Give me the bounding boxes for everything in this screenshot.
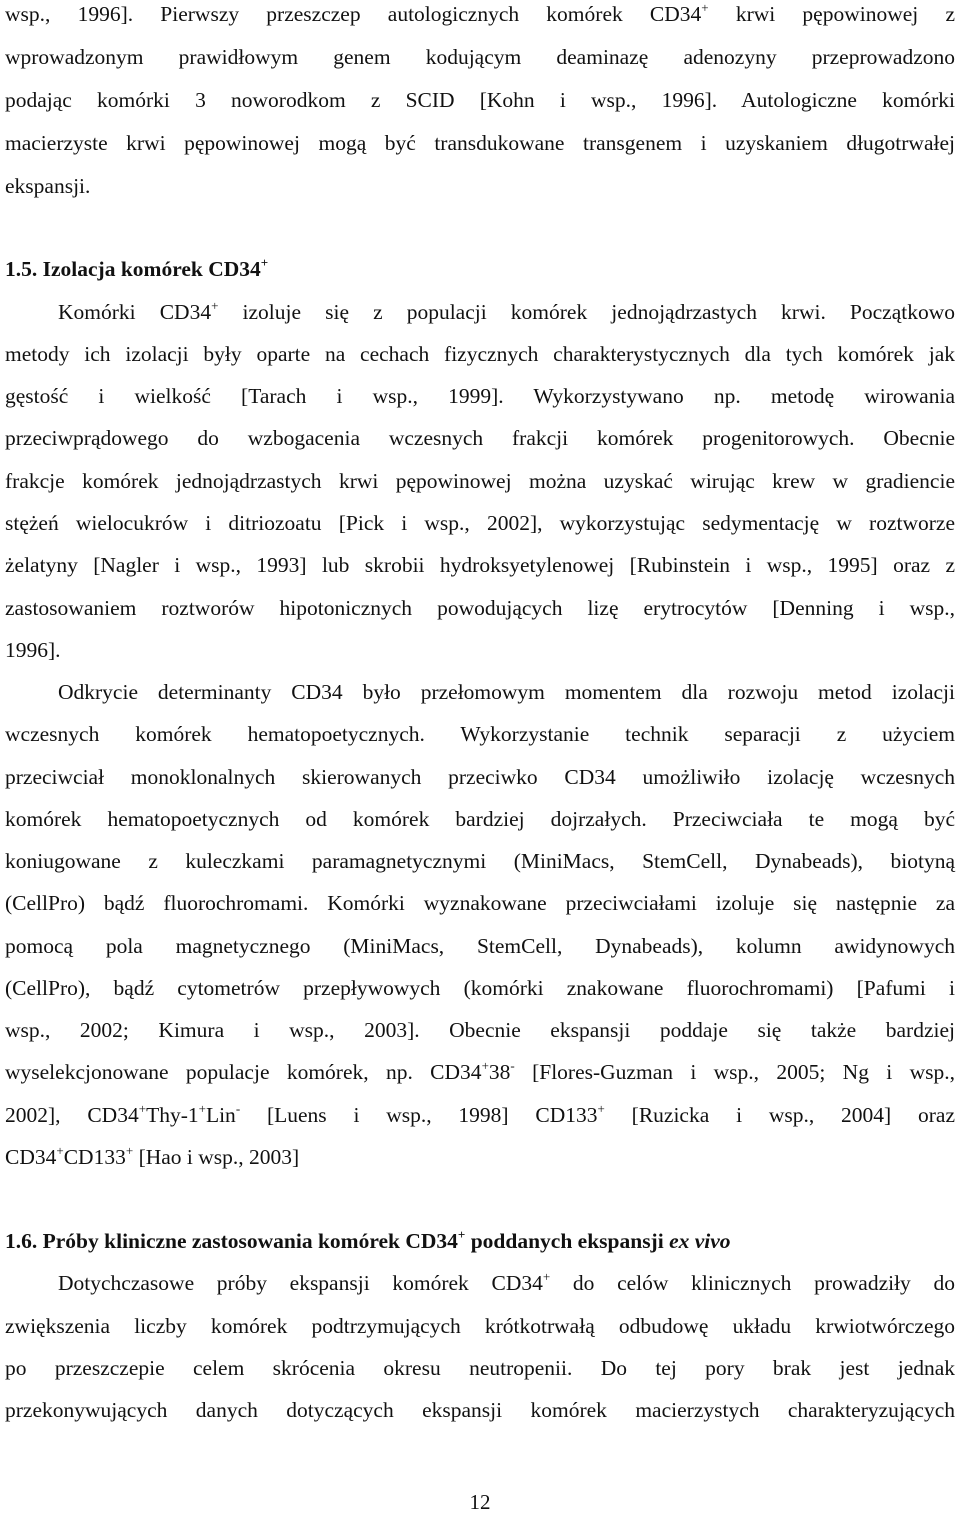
- text-line: wyselekcjonowane populacje komórek, np. CD34+38- [Flores-Guzman i wsp., 2005; Ng i wsp.,: [5, 1058, 956, 1084]
- text-line: CD34+CD133+ [Hao i wsp., 2003]: [5, 1143, 300, 1169]
- text-line: żelatyny [Nagler i wsp., 1993] lub skrobii hydroksyetylenowej [Rubinstein i wsp., 1995] oraz z: [5, 553, 955, 577]
- section-heading: 1.5. Izolacja komórek CD34+: [5, 255, 269, 281]
- page-number: 12: [469, 1490, 491, 1514]
- text-line: podając komórki 3 noworodkom z SCID [Kohn i wsp., 1996]. Autologiczne komórki: [5, 88, 955, 112]
- text-line: (CellPro), bądź cytometrów przepływowych (komórki znakowane fluorochromami) [Pafumi i: [5, 976, 955, 1000]
- text-line: Komórki CD34+ izoluje się z populacji komórek jednojądrzastych krwi. Początkowo: [58, 298, 955, 324]
- text-line: stężeń wielocukrów i ditriozoatu [Pick i wsp., 2002], wykorzystując sedymentację w roztworze: [5, 511, 955, 535]
- text-line: gęstość i wielkość [Tarach i wsp., 1999]. Wykorzystywano np. metodę wirowania: [5, 384, 955, 408]
- text-line: wsp., 2002; Kimura i wsp., 2003]. Obecnie ekspansji poddaje się także bardziej: [5, 1018, 955, 1042]
- text-line: frakcje komórek jednojądrzastych krwi pępowinowej można uzyskać wirując krew w gradiencie: [5, 469, 955, 493]
- text-line: wczesnych komórek hematopoetycznych. Wykorzystanie technik separacji z użyciem: [5, 722, 955, 746]
- section-heading: 1.6. Próby kliniczne zastosowania komórek CD34+ poddanych ekspansji ex vivo: [5, 1227, 731, 1253]
- text-line: 2002], CD34+Thy-1+Lin- [Luens i wsp., 1998] CD133+ [Ruzicka i wsp., 2004] oraz: [5, 1101, 955, 1127]
- text-line: zastosowaniem roztworów hipotonicznych powodujących lizę erytrocytów [Denning i wsp.,: [5, 596, 955, 620]
- text-line: 1996].: [5, 638, 61, 662]
- text-line: Odkrycie determinanty CD34 było przełomowym momentem dla rozwoju metod izolacji: [58, 680, 955, 704]
- text-line: ekspansji.: [5, 174, 91, 198]
- text-line: wprowadzonym prawidłowym genem kodującym deaminazę adenozyny przeprowadzono: [5, 45, 955, 69]
- text-line: przeciwprądowego do wzbogacenia wczesnych frakcji komórek progenitorowych. Obecnie: [5, 426, 955, 450]
- text-line: wsp., 1996]. Pierwszy przeszczep autologicznych komórek CD34+ krwi pępowinowej z: [5, 0, 955, 26]
- text-line: macierzyste krwi pępowinowej mogą być transdukowane transgenem i uzyskaniem długotrwałej: [5, 131, 955, 155]
- text-line: pomocą pola magnetycznego (MiniMacs, StemCell, Dynabeads), kolumn awidynowych: [5, 934, 955, 958]
- text-line: przekonywujących danych dotyczących ekspansji komórek macierzystych charakteryzujących: [5, 1398, 955, 1422]
- text-line: Dotychczasowe próby ekspansji komórek CD34+ do celów klinicznych prowadziły do: [58, 1269, 955, 1295]
- text-line: komórek hematopoetycznych od komórek bardziej dojrzałych. Przeciwciała te mogą być: [5, 807, 955, 831]
- text-line: koniugowane z kuleczkami paramagnetycznymi (MiniMacs, StemCell, Dynabeads), biotyną: [5, 849, 955, 873]
- text-line: po przeszczepie celem skrócenia okresu neutropenii. Do tej pory brak jest jednak: [5, 1356, 955, 1380]
- text-line: metody ich izolacji były oparte na cechach fizycznych charakterystycznych dla tych komórek jak: [5, 342, 955, 366]
- text-line: (CellPro) bądź fluorochromami. Komórki wyznakowane przeciwciałami izoluje się następnie za: [5, 891, 955, 915]
- text-line: zwiększenia liczby komórek podtrzymujących krótkotrwałą odbudowę układu krwiotwórczego: [5, 1314, 955, 1338]
- text-line: przeciwciał monoklonalnych skierowanych przeciwko CD34 umożliwiło izolację wczesnych: [5, 765, 955, 789]
